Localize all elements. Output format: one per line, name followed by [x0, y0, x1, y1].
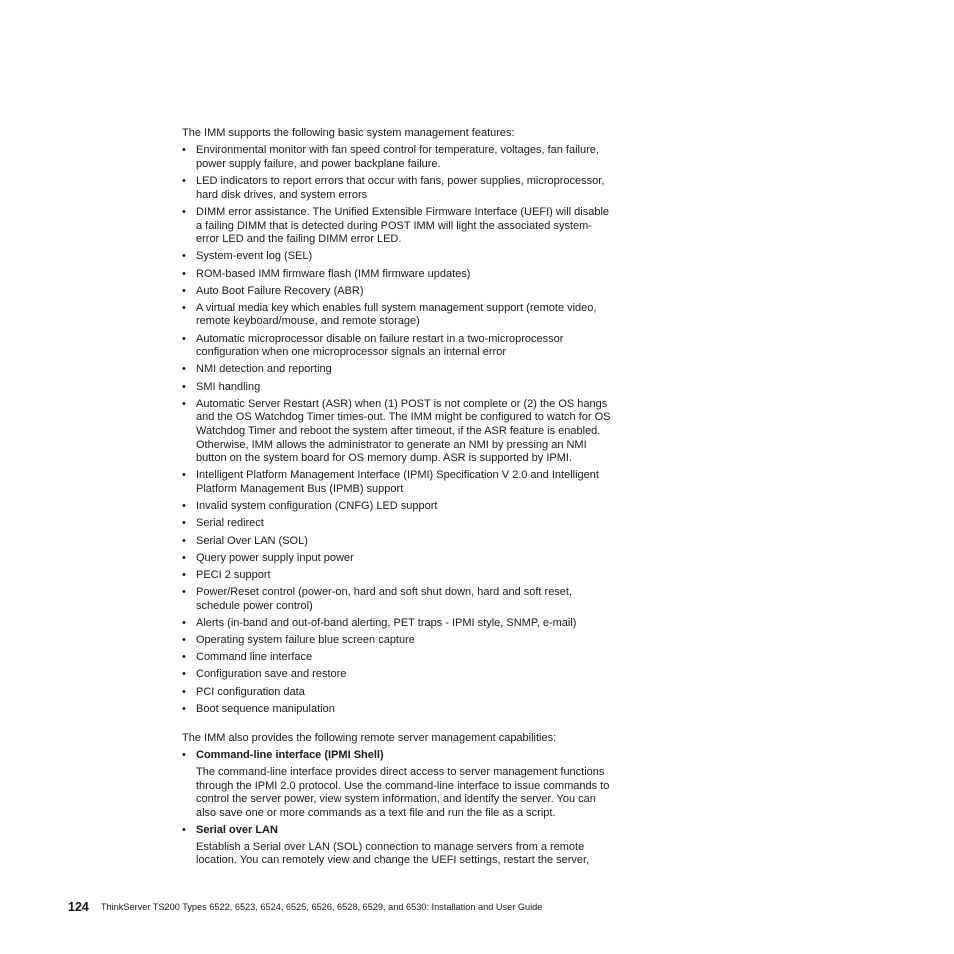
list-item: • Invalid system configuration (CNFG) LED support: [182, 500, 438, 513]
list-item: • Query power supply input power: [182, 551, 354, 564]
intro-remote-capabilities: The IMM also provides the following remote server management capabilities:: [182, 732, 557, 745]
bullet-icon: •: [182, 634, 186, 647]
bullet-icon: •: [182, 685, 186, 698]
bullet-icon: •: [182, 517, 186, 530]
bullet-icon: •: [182, 469, 186, 482]
bullet-icon: •: [182, 534, 186, 547]
page-footer: [68, 900, 928, 914]
bullet-icon: •: [182, 749, 186, 762]
list-item: [182, 824, 612, 868]
list-item: • Power/Reset control (power-on, hard and soft shut down, hard and soft reset, schedule power control): [182, 586, 573, 612]
list-item: • Automatic microprocessor disable on failure restart in a two-microprocessor configuration when one microprocessor signals an internal error: [182, 332, 564, 359]
bullet-icon: •: [182, 284, 186, 297]
list-item: • Command line interface: [182, 651, 313, 664]
bullet-icon: •: [182, 267, 186, 280]
bullet-icon: •: [182, 301, 186, 314]
footer-title: ThinkServer TS200 Types 6522, 6523, 6524, 6525, 6526, 6528, 6529, and 6530: Installation and User Guide: [100, 902, 543, 912]
list-item: • Auto Boot Failure Recovery (ABR): [182, 284, 364, 297]
list-item: • NMI detection and reporting: [182, 363, 332, 376]
remote-capabilities-list: [182, 749, 612, 867]
bullet-icon: •: [182, 551, 186, 564]
list-item: • Serial Over LAN (SOL): [182, 534, 308, 547]
bullet-icon: •: [182, 380, 186, 393]
basic-features-list: [182, 144, 612, 716]
list-item: • Configuration save and restore: [182, 668, 347, 681]
list-item: • Automatic Server Restart (ASR) when (1) POST is not complete or (2) the OS hangs and the OS Watchdog Timer times-out. The IMM might be configured to watch for OS Watchdog Timer and reboot the system after timeout, if the ASR feature is enabled. Otherwise, IMM allows the administrator to generate an NMI by pressing an NMI button on the system board for OS memory dump. ASR is supported by IPMI.: [182, 397, 611, 465]
intro-basic-features: The IMM supports the following basic system management features:: [182, 127, 515, 139]
list-item: • Intelligent Platform Management Interface (IPMI) Specification V 2.0 and Intelligent Platform Management Bus (IPMB) support: [182, 469, 599, 495]
bullet-icon: •: [182, 363, 186, 376]
list-item: [182, 749, 612, 820]
list-item: • Alerts (in-band and out-of-band alerting, PET traps - IPMI style, SNMP, e-mail): [182, 616, 577, 629]
list-item: • System-event log (SEL): [182, 250, 313, 263]
bullet-icon: •: [182, 586, 186, 599]
bullet-icon: •: [182, 616, 186, 629]
list-item: • DIMM error assistance. The Unified Extensible Firmware Interface (UEFI) will disable a failing DIMM that is detected during POST IMM will light the associated system-error LED and the failing DIMM error LED.: [182, 205, 610, 246]
bullet-icon: •: [182, 332, 186, 345]
capability-description: The command-line interface provides direct access to server management functions through the IPMI 2.0 protocol. Use the command-line interface to issue commands to control the server power, view system information, and identify the server. You can also save one or more commands as a text file and run the file as a script.: [196, 766, 610, 819]
bullet-icon: •: [182, 651, 186, 664]
list-item: • Serial redirect: [182, 517, 264, 530]
bullet-icon: •: [182, 175, 186, 188]
bullet-icon: •: [182, 702, 186, 715]
bullet-icon: •: [182, 823, 186, 836]
list-item: • Boot sequence manipulation: [182, 702, 335, 715]
capability-description: Establish a Serial over LAN (SOL) connection to manage servers from a remote location. You can remotely view and change the UEFI settings, restart the server,: [196, 840, 590, 867]
section-spacer: [182, 720, 612, 732]
bullet-icon: •: [182, 144, 186, 157]
capability-title: Command-line interface (IPMI Shell): [196, 749, 384, 762]
list-item: • SMI handling: [182, 380, 261, 393]
list-item: • PCI configuration data: [182, 685, 305, 698]
bullet-icon: •: [182, 205, 186, 218]
page-body: [182, 127, 612, 871]
page-number: 124: [68, 900, 89, 914]
bullet-icon: •: [182, 397, 186, 410]
list-item: • ROM-based IMM firmware flash (IMM firmware updates): [182, 267, 471, 280]
bullet-icon: •: [182, 250, 186, 263]
capability-title: Serial over LAN: [196, 823, 278, 836]
list-item: • PECI 2 support: [182, 568, 271, 581]
list-item: • LED indicators to report errors that occur with fans, power supplies, microprocessor, hard disk drives, and system errors: [182, 175, 605, 201]
bullet-icon: •: [182, 568, 186, 581]
list-item: • Environmental monitor with fan speed control for temperature, voltages, fan failure, power supply failure, and power backplane failure.: [182, 144, 599, 170]
bullet-icon: •: [182, 668, 186, 681]
bullet-icon: •: [182, 500, 186, 513]
list-item: • A virtual media key which enables full system management support (remote video, remote keyboard/mouse, and remote storage): [182, 301, 597, 328]
list-item: • Operating system failure blue screen capture: [182, 634, 415, 647]
